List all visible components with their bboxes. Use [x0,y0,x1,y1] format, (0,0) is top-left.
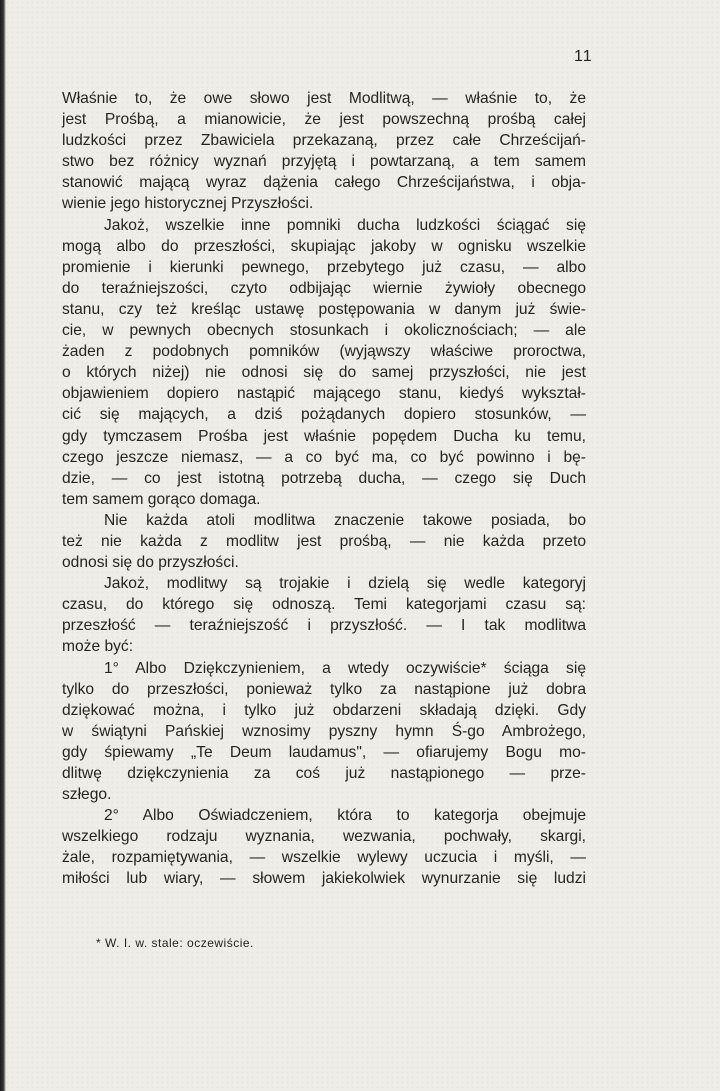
text-line: ludzkości przez Zbawiciela przekazaną, przez całe Chrześcijań- [62,132,586,150]
page-number: 11 [574,48,593,65]
text-line: tem samem gorąco domaga. [62,490,261,508]
text-line: objawieniem dopiero nastąpić mającego stanu, kiedyś wykształ- [62,385,586,403]
text-line: wienie jego historycznej Przyszłości. [62,195,314,213]
text-line: jest Prośbą, a mianowicie, że jest powszechną prośbą całej [62,111,586,129]
text-line: miłości lub wiary, — słowem jakiekolwiek wynurzanie się ludzi [62,870,586,888]
text-line: stanowić mającą wyraz dążenia całego Chrześcijaństwa, i obja- [62,174,586,192]
text-line: cie, w pewnych obecnych stosunkach i okolicznościach; — ale [62,322,586,340]
page-spine-shadow [0,0,6,1091]
text-line: w świątyni Pańskiej wznosimy pyszny hymn Ś-go Ambrożego, [62,722,586,740]
text-line: mogą albo do przeszłości, skupiając jakoby w ognisku wszelkie [62,237,586,255]
text-line: wszelkiego rodzaju wyznania, wezwania, pochwały, skargi, [62,828,586,846]
text-line: gdy tymczasem Prośba jest właśnie popędem Ducha ku temu, [62,427,586,445]
text-line: Właśnie to, że owe słowo jest Modlitwą, — właśnie to, że [62,90,586,107]
footnote: * W. I. w. stale: oczewiście. [96,936,254,950]
text-line: dzie, — co jest istotną potrzebą ducha, — czego się Duch [62,469,586,487]
text-line: też nie każda z modlitw jest prośbą, — nie każda przeto [62,532,586,550]
text-line: odnosi się do przyszłości. [62,554,239,572]
text-line: szłego. [62,786,112,804]
text-line: Nie każda atoli modlitwa znaczenie takowe posiada, bo [104,511,586,529]
text-line: przeszłość — teraźniejszość i przyszłość. — I tak modlitwa [62,617,586,635]
text-line: gdy śpiewamy „Te Deum laudamus", — ofiarujemy Bogu mo- [62,743,586,761]
text-line: 1° Albo Dziękczynieniem, a wtedy oczywiście* ściąga się [104,659,586,677]
text-line: stanu, czy też kreśląc ustawę postępowania w danym już świe- [62,300,586,318]
text-line: żale, rozpamiętywania, — wszelkie wylewy uczucia i myśli, — [62,849,586,867]
text-line: żaden z podobnych pomników (wyjąwszy właściwe proroctwa, [62,343,586,361]
body-text [62,88,586,890]
text-line: stwo bez różnicy wyznań przyjętą i powtarzaną, a tem samem [62,153,586,171]
text-line: dlitwę dziękczynienia za coś już nastąpionego — prze- [62,765,586,782]
text-line: tylko do przeszłości, ponieważ tylko za nastąpione już dobra [62,680,586,698]
text-line: dziękować można, i tylko już obdarzeni składają dzięki. Gdy [62,701,586,719]
text-line: Jakoż, wszelkie inne pomniki ducha ludzkości ściągać się [104,216,586,234]
text-line: 2° Albo Oświadczeniem, która to kategorja obejmuje [104,807,586,825]
text-line: może być: [62,638,134,656]
text-line: Jakoż, modlitwy są trojakie i dzielą się wedle kategoryj [104,575,586,593]
text-line: promienie i kierunki pewnego, przebytego już czasu, — albo [62,258,586,276]
text-line: czego jeszcze niemasz, — a co być ma, co być powinno i bę- [62,448,586,466]
text-line: czasu, do którego się odnoszą. Temi kategorjami czasu są: [62,596,586,614]
text-line: cić się mających, a dziś pożądanych dopiero stosunków, — [62,406,586,424]
text-line: do teraźniejszości, czyto odbijając wiernie żywioły obecnego [62,279,586,297]
text-line: o których niżej) nie odnosi się do samej przyszłości, nie jest [62,364,586,382]
